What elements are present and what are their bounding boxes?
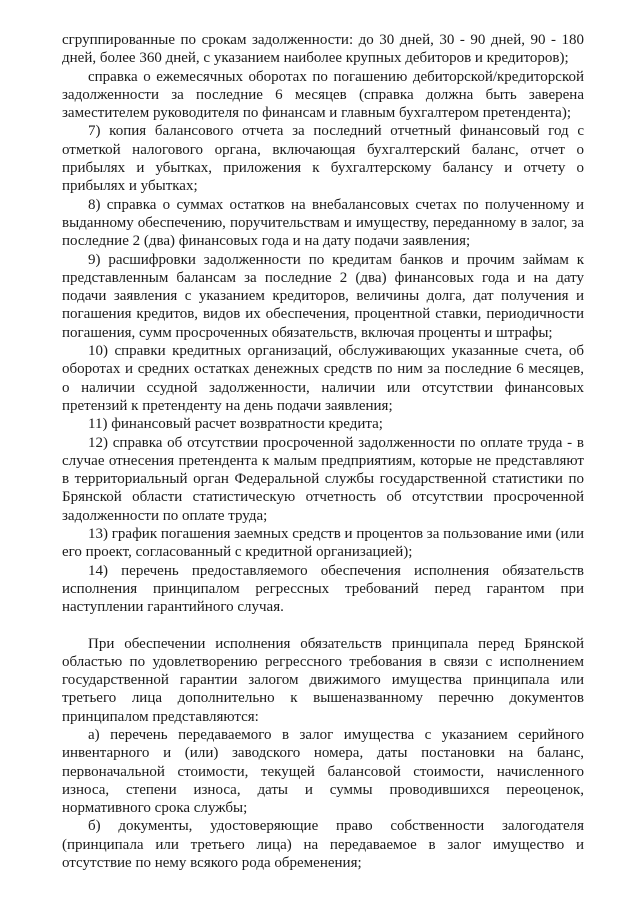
paragraph-aging-groups: сгруппированные по срокам задолженности: до 30 дней, 30 - 90 дней, 90 - 180 дней, более 360 дней, с указанием наиболее крупных дебиторов и кредиторов); <box>62 32 584 67</box>
paragraph-item-11: 11) финансовый расчет возвратности кредита; <box>88 416 383 433</box>
paragraph-item-b: б) документы, удостоверяющие право собственности залогодателя (принципала или третьего лица) на передаваемое в залог имущество и отсутствие по нему всякого рода обременения; <box>62 818 584 872</box>
paragraph-item-14: 14) перечень предоставляемого обеспечения исполнения обязательств исполнения принципалом регрессных требований перед гарантом при наступлении гарантийного случая. <box>62 562 584 616</box>
paragraph-item-12: 12) справка об отсутствии просроченной задолженности по оплате труда - в случае отнесения претендента к малым предприятиям, которые не представляют в территориальный орган Федеральной службы государственной статистики по Брянской области статистическую отчетность об отсутствии просроченной задолженности по оплате труда; <box>62 434 584 524</box>
paragraph-collateral-intro: При обеспечении исполнения обязательств принципала перед Брянской областью по удовлетворению регрессного требования в связи с исполнением государственной гарантии залогом движимого имущества принципала или третьего лица дополнительно к вышеназванному перечню документов принципалом представляются: <box>62 635 584 725</box>
paragraph-item-9: 9) расшифровки задолженности по кредитам банков и прочим займам к представленным балансам за последние 2 (два) финансовых года и на дату подачи заявления с указанием кредиторов, величины долга, дат получения и погашения кредитов, видов их обеспечения, процентной ставки, периодичности погашения, сумм просроченных обязательств, включая проценты и штрафы; <box>62 251 584 341</box>
paragraph-item-a: а) перечень передаваемого в залог имущества с указанием серийного инвентарного и (или) заводского номера, даты постановки на баланс, первоначальной стоимости, текущей балансовой стоимости, начисленного износа, степени износа, даты и суммы проводившихся переоценок, нормативного срока службы; <box>62 726 584 817</box>
paragraph-item-8: 8) справка о суммах остатков на внебалансовых счетах по полученному и выданному обеспечению, поручительствам и имуществу, переданному в залог, за последние 2 (два) финансовых года и на дату подачи заявления; <box>62 196 584 250</box>
paragraph-item-13: 13) график погашения заемных средств и процентов за пользование ими (или его проект, согласованный с кредитной организацией); <box>62 526 584 561</box>
document-page <box>62 31 584 872</box>
paragraph-item-10: 10) справки кредитных организаций, обслуживающих указанные счета, об оборотах и средних остатках денежных средств по ним за последние 6 месяцев, о наличии ссудной задолженности, наличии или отсутствии финансовых претензий к претенденту на день подачи заявления; <box>62 343 584 414</box>
paragraph-monthly-turnover: справка о ежемесячных оборотах по погашению дебиторской/кредиторской задолженности за последние 6 месяцев (справка должна быть заверена заместителем руководителя по финансам и главным бухгалтером претендента); <box>62 68 584 122</box>
paragraph-item-7: 7) копия балансового отчета за последний отчетный финансовый год с отметкой налогового органа, включающая бухгалтерский баланс, отчет о прибылях и убытках, приложения к бухгалтерскому балансу и отчету о прибылях и убытках; <box>62 123 584 195</box>
